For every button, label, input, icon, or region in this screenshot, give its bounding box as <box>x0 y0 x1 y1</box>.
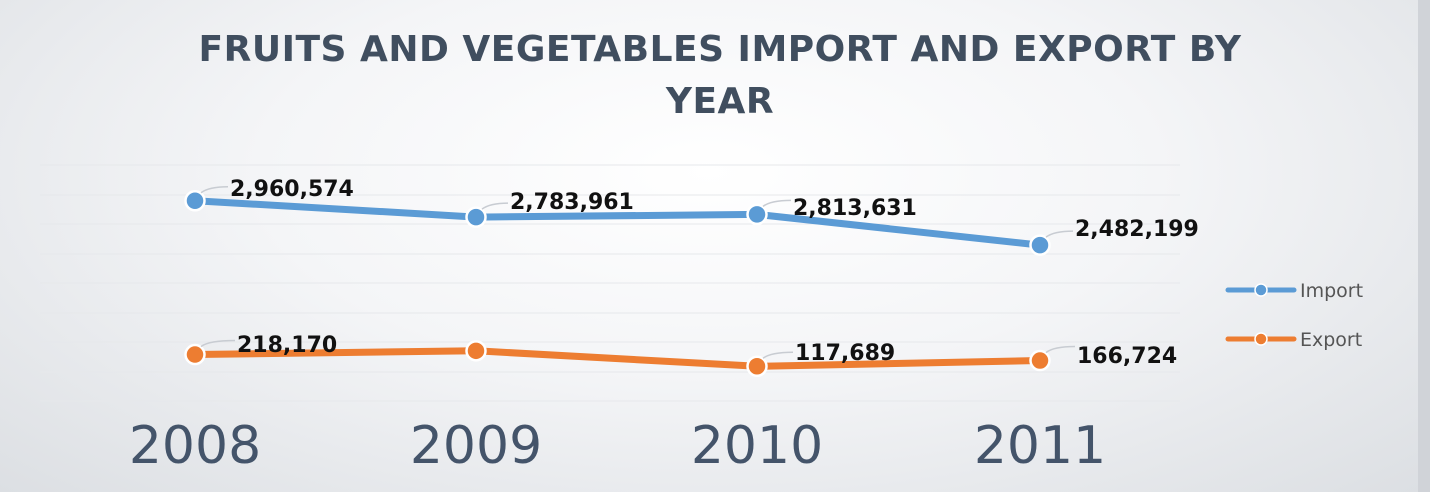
legend-label: Import <box>1300 280 1364 302</box>
label-leader-line <box>1046 347 1075 353</box>
data-label: 166,724 <box>1077 344 1178 369</box>
legend-swatch-marker <box>1255 284 1267 296</box>
data-label: 2,482,199 <box>1075 217 1199 242</box>
label-leader-line <box>482 203 508 209</box>
data-point-export <box>1031 351 1050 370</box>
x-axis-ticks <box>129 416 1106 476</box>
legend-swatch-marker <box>1255 333 1267 345</box>
x-tick-label: 2010 <box>690 416 824 476</box>
data-label: 117,689 <box>795 341 896 366</box>
data-point-import <box>1031 236 1050 255</box>
data-labels <box>201 177 1199 369</box>
label-leader-line <box>201 341 235 347</box>
data-point-export <box>748 357 767 376</box>
label-leader-line <box>763 200 791 206</box>
data-label: 218,170 <box>237 333 338 358</box>
data-point-import <box>748 205 767 224</box>
data-label: 2,783,961 <box>510 190 634 215</box>
legend <box>1228 280 1363 351</box>
x-tick-label: 2009 <box>409 416 543 476</box>
x-tick-label: 2008 <box>128 416 262 476</box>
data-point-import <box>467 208 486 227</box>
x-tick-label: 2011 <box>973 416 1107 476</box>
data-point-export <box>186 345 205 364</box>
legend-label: Export <box>1300 329 1363 351</box>
label-leader-line <box>763 352 793 358</box>
label-leader-line <box>1046 231 1073 237</box>
data-point-export <box>467 341 486 360</box>
label-leader-line <box>201 187 228 193</box>
data-point-import <box>186 191 205 210</box>
data-label: 2,813,631 <box>793 196 917 221</box>
data-label: 2,960,574 <box>230 177 354 202</box>
chart-title: FRUITS AND VEGETABLES IMPORT AND EXPORT BY YEAR <box>198 29 1242 122</box>
